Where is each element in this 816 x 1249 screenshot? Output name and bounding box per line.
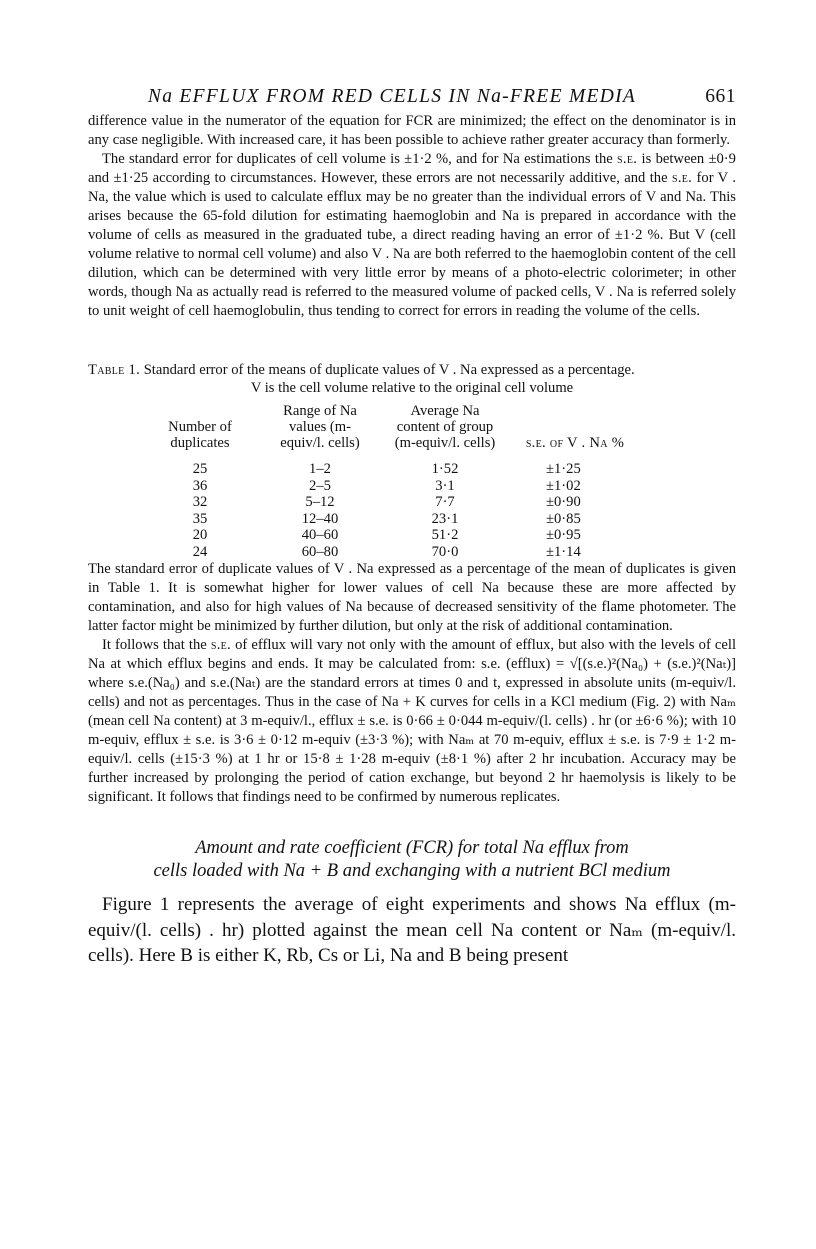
journal-page bbox=[88, 86, 736, 969]
paragraph-5: Figure 1 represents the average of eight experiments and shows Na efflux (m-equiv/(l. cells) . hr) plotted against the mean cell Na content or Naₘ (m-equiv/l. cells). Here B is either K, Rb, Cs or Li, Na and B being present bbox=[88, 894, 736, 966]
table-caption-line-1: Standard error of the means of duplicate values of V . Na expressed as a percentage. bbox=[143, 362, 635, 378]
efflux-se-formula: s.e. (efflux) = √[(s.e.)²(Na₀) + (s.e.)²(Naₜ)] where s.e.(Na₀) and s.e.(Naₜ) are the standard errors at times 0 and t, expressed in absolute units (m-equiv/l. cells) and not as percentages. bbox=[88, 656, 736, 710]
table-row: 35 12–40 23·1 ±0·85 bbox=[192, 510, 581, 527]
paragraph-2: The standard error for duplicates of cell volume is ±1·2 %, and for Na estimations the s.e. is between ±0·9 and ±1·25 according to circumstances. However, these errors are not necessarily additive, and the s.e. for V . Na, the value which is used to calculate efflux may be no greater than the individual errors of V and Na. This arises because the 65-fold dilution for estimating haemoglobin and Na is prepared in accordance with the volume of cells as measured in the graduated tube, a direct reading having an error of ±1·2 %. But V (cell volume relative to normal cell volume) and also V . Na are both referred to the haemoglobin content of the cell dilution, which can be determined with very little error by means of a photo-electric colorimeter; in other words, though Na as actually read is referred to the measured volume of packed cells, V . Na is referred solely to unit weight of cell haemoglobulin, thus tending to correct for errors in reading the volume of the cells. bbox=[88, 151, 736, 319]
table-row: 32 5–12 7·7 ±0·90 bbox=[192, 494, 581, 510]
table-header-row bbox=[140, 403, 640, 461]
running-head-title: Na EFFLUX FROM RED CELLS IN Na-FREE MEDIA bbox=[147, 86, 637, 107]
section-heading: Amount and rate coefficient (FCR) for total Na efflux from cells loaded with Na + B and exchanging with a nutrient BCl medium bbox=[153, 838, 671, 881]
table-caption-line-2: V is the cell volume relative to the original cell volume bbox=[250, 380, 574, 396]
table-caption bbox=[88, 361, 736, 397]
table-row: 24 60–80 70·0 ±1·14 bbox=[192, 543, 581, 560]
running-head bbox=[88, 86, 736, 112]
table-label: Table 1. bbox=[88, 362, 141, 378]
table-1 bbox=[140, 403, 640, 560]
page-number: 661 bbox=[705, 86, 736, 107]
paragraph-1: difference value in the numerator of the equation for FCR are minimized; the effect on the denominator is in any case negligible. With increased care, it has been possible to achieve rather greater accuracy than formerly. bbox=[88, 113, 736, 148]
table-row: 36 2–5 3·1 ±1·02 bbox=[192, 477, 581, 494]
col-header-se: s.e. of V . Na % bbox=[525, 435, 625, 451]
paragraph-4: It follows that the s.e. of efflux will vary not only with the amount of efflux, but also with the levels of cell Na at which efflux begins and ends. It may be calculated from: s.e. (efflux) = √[(s.e.)²(Na₀) + (s.e.)²(Naₜ)] where s.e.(Na₀) and s.e.(Naₜ) are the standard errors at times 0 and t, expressed in absolute units (m-equiv/l. cells) and not as percentages. Thus in the case of Na + K curves for cells in a KCl medium (Fig. 2) with Naₘ (mean cell Na content) at 3 m-equiv/l., efflux ± s.e. is 0·66 ± 0·044 m-equiv/(l. cells) . hr (or ±6·6 %); with 10 m-equiv, efflux ± s.e. is 3·6 ± 0·12 m-equiv (±3·3 %); with Naₘ at 70 m-equiv, efflux ± s.e. is 7·9 ± 1·2 m-equiv/l. cells (±15·3 %) at 1 hr or 15·8 ± 1·28 m-equiv (±8·1 %) after 2 hr incubation. Accuracy may be further increased by prolonging the period of cation exchange, but beyond 2 hr haemolysis is likely to be significant. It follows that findings need to be confirmed by numerous replicates. bbox=[88, 637, 736, 805]
table-row: 20 40–60 51·2 ±0·95 bbox=[192, 527, 581, 543]
table-row: 25 1–2 1·52 ±1·25 bbox=[192, 461, 581, 477]
col-header-average: Average Na content of group (m-equiv/l. cells) bbox=[394, 403, 496, 451]
col-header-duplicates: Number of duplicates bbox=[168, 419, 232, 451]
col-header-range: Range of Na values (m-equiv/l. cells) bbox=[280, 403, 360, 451]
paragraph-3: The standard error of duplicate values of V . Na expressed as a percentage of the mean of duplicates is given in Table 1. It is somewhat higher for lower values of cell Na because these are more affected by contamination, and also for high values of Na because of decreased sensitivity of the flame photometer. The latter factor might be minimized by further dilution, but only at the risk of additional contamination. bbox=[88, 561, 736, 634]
